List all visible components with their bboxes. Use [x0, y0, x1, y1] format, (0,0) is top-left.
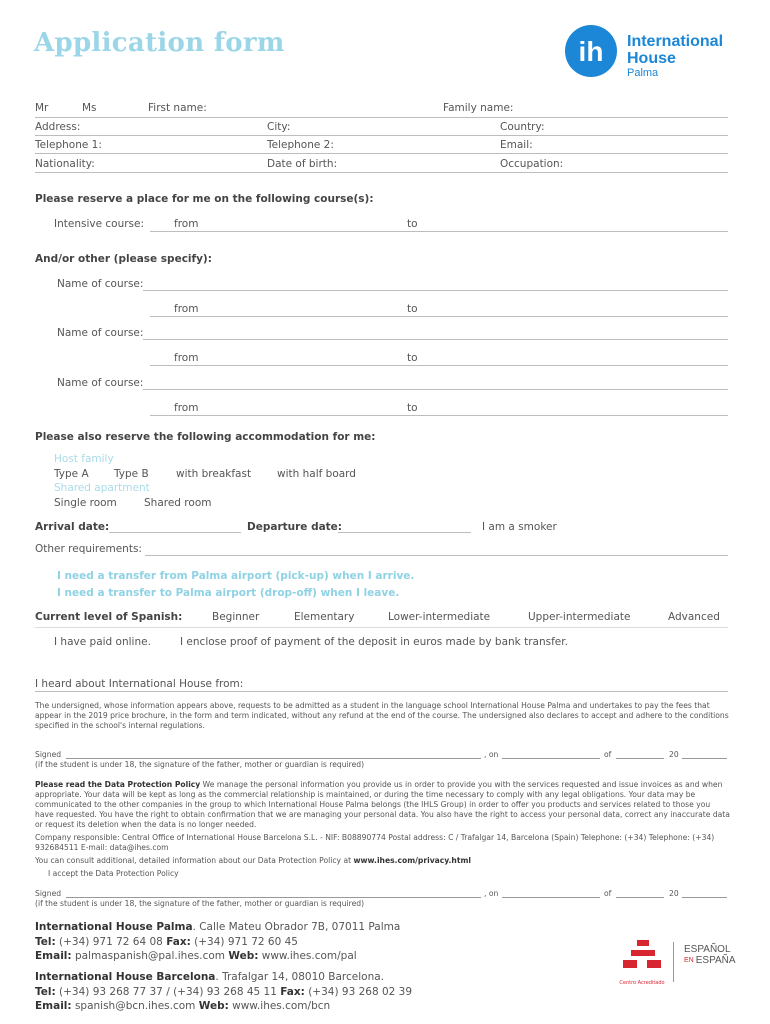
cervantes-caption: Centro Acreditado	[619, 980, 665, 986]
country-label: Country:	[500, 121, 545, 133]
year-line-1[interactable]	[682, 758, 727, 759]
bcn-email-link[interactable]: spanish@bcn.ihes.com	[71, 1000, 199, 1012]
intensive-to-label: to	[407, 218, 418, 230]
of-label-1: of	[604, 750, 612, 759]
departure-date-line[interactable]	[338, 532, 471, 533]
shared-apartment-option[interactable]: Shared apartment	[54, 482, 150, 494]
espanol-line2: EN	[684, 957, 694, 964]
telephone-line[interactable]	[35, 153, 728, 154]
consult-text	[35, 856, 471, 866]
palma-name: International House Palma	[35, 921, 193, 933]
palma-contact	[35, 950, 357, 962]
city-label: City:	[267, 121, 291, 133]
palma-email-label: Email:	[35, 950, 72, 962]
other-course-heading: And/or other (please specify):	[35, 253, 212, 265]
palma-phone	[35, 936, 298, 948]
heard-about-line[interactable]	[35, 691, 728, 692]
privacy-text	[35, 780, 730, 830]
palma-address	[35, 921, 400, 933]
course-dates-line-3[interactable]	[150, 415, 728, 416]
espanol-line3: ESPAÑA	[695, 955, 736, 966]
privacy-url-link[interactable]: www.ihes.com/privacy.html	[353, 856, 471, 865]
palma-web-label: Web:	[228, 950, 259, 962]
of-label-2: of	[604, 889, 612, 898]
course-name-line-1[interactable]	[143, 290, 728, 291]
course-from-label-2: from	[174, 352, 199, 364]
bcn-web-link[interactable]: www.ihes.com/bcn	[228, 1000, 331, 1012]
occupation-label: Occupation:	[500, 158, 564, 170]
signed-label-2: Signed	[35, 889, 62, 898]
dropoff-transfer-option[interactable]: I need a transfer to Palma airport (drop-off) when I leave.	[57, 587, 400, 599]
year-label-1: 20	[669, 750, 679, 759]
departure-date-label: Departure date:	[247, 521, 343, 533]
level-divider	[35, 627, 728, 628]
nationality-line[interactable]	[35, 172, 728, 173]
host-family-option[interactable]: Host family	[54, 453, 114, 465]
on-label-2: , on	[484, 889, 499, 898]
course-to-label-2: to	[407, 352, 418, 364]
signature-line-1[interactable]	[66, 758, 481, 759]
espanol-en-espana-logo-icon	[684, 944, 736, 966]
level-upper-intermediate[interactable]: Upper-intermediate	[528, 611, 631, 623]
course-from-label-1: from	[174, 303, 199, 315]
palma-tel-label: Tel:	[35, 936, 56, 948]
other-requirements-line[interactable]	[145, 555, 728, 556]
heard-about-label: I heard about International House from:	[35, 678, 244, 690]
palma-tel-value: (+34) 971 72 64 08	[55, 936, 167, 948]
year-line-2[interactable]	[682, 897, 727, 898]
guardian-note-1: (if the student is under 18, the signature of the father, mother or guardian is required)	[35, 760, 365, 769]
level-advanced[interactable]: Advanced	[668, 611, 720, 623]
course-name-label-3: Name of course:	[57, 377, 144, 389]
bcn-contact	[35, 1000, 330, 1012]
palma-email-link[interactable]: palmaspanish@pal.ihes.com	[71, 950, 229, 962]
ih-logo-mark	[565, 25, 617, 77]
palma-web-link[interactable]: www.ihes.com/pal	[258, 950, 357, 962]
month-line-2[interactable]	[616, 897, 664, 898]
declaration-text: The undersigned, whose information appears above, requests to be admitted as a student in the language school International House Palma and undertakes to pay the fees that appear in the 2019 price brochure, in the form and term indicated, without any refund at the end of the course. The undersigned also declares to accept and adhere to the conditions specified in the school's internal regulations.	[35, 701, 729, 730]
intensive-course-label: Intensive course:	[54, 218, 145, 230]
palma-fax-label: Fax:	[166, 936, 191, 948]
month-line-1[interactable]	[616, 758, 664, 759]
bcn-fax-value: (+34) 93 268 02 39	[304, 986, 413, 998]
with-breakfast-option[interactable]: with breakfast	[176, 468, 252, 480]
shared-room-option[interactable]: Shared room	[144, 497, 212, 509]
course-from-label-3: from	[174, 402, 199, 414]
course-dates-line-1[interactable]	[150, 316, 728, 317]
year-label-2: 20	[669, 889, 679, 898]
intensive-from-label: from	[174, 218, 199, 230]
course-name-label-1: Name of course:	[57, 278, 144, 290]
telephone2-label: Telephone 2:	[267, 139, 334, 151]
course-heading: Please reserve a place for me on the following course(s):	[35, 193, 374, 205]
bank-transfer-option[interactable]: I enclose proof of payment of the deposit in euros made by bank transfer.	[180, 636, 568, 648]
paid-online-option[interactable]: I have paid online.	[54, 636, 151, 648]
logo-line2: House	[627, 50, 676, 67]
course-dates-line-2[interactable]	[150, 365, 728, 366]
with-half-board-option[interactable]: with half board	[277, 468, 356, 480]
single-room-option[interactable]: Single room	[54, 497, 117, 509]
course-name-line-2[interactable]	[143, 339, 728, 340]
bcn-tel-label: Tel:	[35, 986, 56, 998]
day-line-1[interactable]	[502, 758, 600, 759]
bcn-name: International House Barcelona	[35, 971, 216, 983]
day-line-2[interactable]	[502, 897, 600, 898]
bcn-address	[35, 971, 384, 983]
course-name-line-3[interactable]	[143, 389, 728, 390]
guardian-note-2: (if the student is under 18, the signature of the father, mother or guardian is required)	[35, 899, 365, 908]
telephone1-label: Telephone 1:	[35, 139, 102, 151]
logo-line1: International	[627, 33, 724, 50]
level-elementary[interactable]: Elementary	[294, 611, 355, 623]
address-line[interactable]	[35, 135, 728, 136]
signature-line-2[interactable]	[66, 897, 481, 898]
address-label: Address:	[35, 121, 81, 133]
arrival-date-label: Arrival date:	[35, 521, 110, 533]
course-to-label-1: to	[407, 303, 418, 315]
level-heading: Current level of Spanish:	[35, 611, 183, 623]
bcn-email-label: Email:	[35, 1000, 72, 1012]
level-lower-intermediate[interactable]: Lower-intermediate	[388, 611, 491, 623]
cervantes-logo-icon	[617, 940, 667, 985]
bcn-phone	[35, 986, 412, 998]
consult-label: You can consult additional, detailed information about our Data Protection Policy at	[35, 856, 354, 865]
bcn-fax-label: Fax:	[280, 986, 305, 998]
bcn-web-label: Web:	[198, 1000, 229, 1012]
first-name-label: First name:	[148, 102, 207, 114]
level-beginner[interactable]: Beginner	[212, 611, 260, 623]
email-label: Email:	[500, 139, 533, 151]
logo-line3: Palma	[627, 67, 659, 79]
bcn-address-text: . Trafalgar 14, 08010 Barcelona.	[215, 971, 385, 983]
dob-label: Date of birth:	[267, 158, 338, 170]
type-a-option[interactable]: Type A	[54, 468, 89, 480]
company-text: Company responsible: Central Office of International House Barcelona S.L. - NIF: B08890774 Postal address: C / Trafalgar 14, Barcelona (Spain) Telephone: (+34) Telephone: (+34) 932684511 E-mail: data@ihes.com	[35, 833, 715, 852]
badge-divider	[673, 942, 674, 982]
ms-option[interactable]: Ms	[82, 102, 97, 114]
espanol-line1: ESPAÑOL	[684, 944, 731, 955]
course-name-label-2: Name of course:	[57, 327, 144, 339]
privacy-heading: Please read the Data Protection Policy	[35, 780, 201, 789]
privacy-body: We manage the personal information you provide us in order to provide you with the services requested and issue invoices as and when appropriate. Your data will be kept as long as the commercial relationship is maintained, or during the time necessary to comply with any legal obligations. Your data may be communicated to the other companies in the group to which International House Palma belongs (the IHLS Group) in order to offer you products and services related to those you have requested. You have the right to obtain confirmation that we are managing your personal data. You also have the right to access your personal data, correct any inaccurate data or request its deletion when the data is no longer needed.	[35, 780, 730, 829]
accommodation-heading: Please also reserve the following accommodation for me:	[35, 431, 376, 443]
accept-privacy-option[interactable]: I accept the Data Protection Policy	[48, 869, 179, 878]
palma-address-text: . Calle Mateu Obrador 7B, 07011 Palma	[192, 921, 401, 933]
bcn-tel-value: (+34) 93 268 77 37 / (+34) 93 268 45 11	[55, 986, 281, 998]
page-title: Application form	[34, 28, 285, 58]
mr-option[interactable]: Mr	[35, 102, 49, 114]
arrival-date-line[interactable]	[109, 532, 241, 533]
pickup-transfer-option[interactable]: I need a transfer from Palma airport (pick-up) when I arrive.	[57, 570, 415, 582]
type-b-option[interactable]: Type B	[114, 468, 149, 480]
course-to-label-3: to	[407, 402, 418, 414]
intensive-dates-line[interactable]	[150, 231, 728, 232]
name-line[interactable]	[35, 117, 728, 118]
smoker-option[interactable]: I am a smoker	[482, 521, 557, 533]
svg-text:ih: ih	[578, 36, 604, 67]
ih-logo-icon	[565, 25, 617, 77]
cervantes-mark	[617, 940, 667, 976]
nationality-label: Nationality:	[35, 158, 95, 170]
palma-fax-value: (+34) 971 72 60 45	[190, 936, 298, 948]
other-requirements-label: Other requirements:	[35, 543, 142, 555]
family-name-label: Family name:	[443, 102, 514, 114]
on-label-1: , on	[484, 750, 499, 759]
signed-label-1: Signed	[35, 750, 62, 759]
